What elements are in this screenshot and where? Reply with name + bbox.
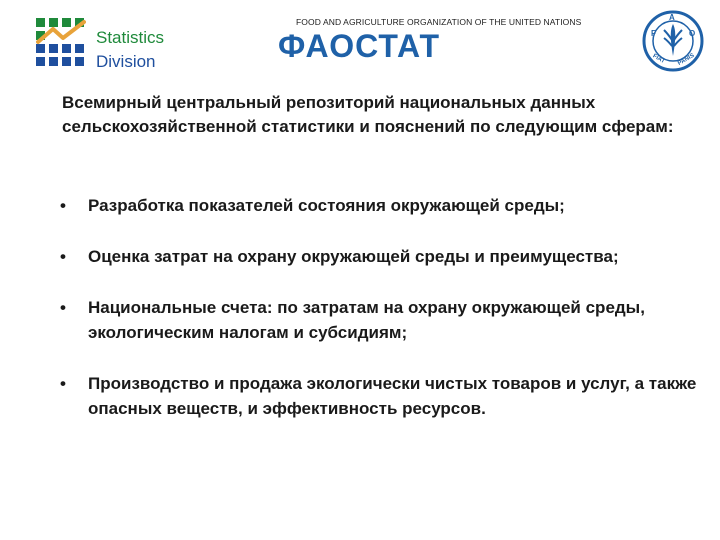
bullet-item (60, 295, 705, 345)
svg-text:PANIS: PANIS (676, 52, 696, 67)
svg-text:O: O (689, 29, 696, 38)
bullet-text: Оценка затрат на охрану окружающей среды и преимущества; (88, 247, 619, 266)
statistics-division-logo-icon (36, 18, 86, 68)
page-title: ФАОСТАТ (278, 28, 440, 64)
bullet-marker: • (60, 196, 66, 215)
bullet-text: Национальные счета: по затратам на охрану окружающей среды, экологическим налогам и субсидиям; (88, 298, 645, 342)
division-name (96, 26, 164, 74)
bullet-marker: • (60, 247, 66, 266)
bullet-item (60, 244, 705, 269)
bullet-text: Разработка показателей состояния окружающей среды; (88, 196, 565, 215)
bullet-marker: • (60, 298, 66, 317)
svg-text:FIAT: FIAT (651, 53, 666, 65)
bullet-marker: • (60, 374, 66, 393)
bullet-item (60, 371, 705, 421)
organization-name: FOOD AND AGRICULTURE ORGANIZATION OF THE UNITED NATIONS (296, 17, 582, 27)
fao-seal-icon (642, 10, 704, 72)
division-line-2: Division (96, 52, 156, 71)
division-line-1: Statistics (96, 28, 165, 47)
intro-text: Всемирный центральный репозиторий национальных данных сельскохозяйственной статистики и пояснений по следующим сферам: (62, 93, 674, 136)
svg-text:F: F (651, 29, 656, 38)
bullet-text: Производство и продажа экологически чистых товаров и услуг, а также опасных веществ, и эффективность ресурсов. (88, 374, 697, 418)
bullet-item (60, 193, 705, 218)
svg-text:A: A (669, 13, 675, 22)
bullet-list (60, 193, 705, 447)
